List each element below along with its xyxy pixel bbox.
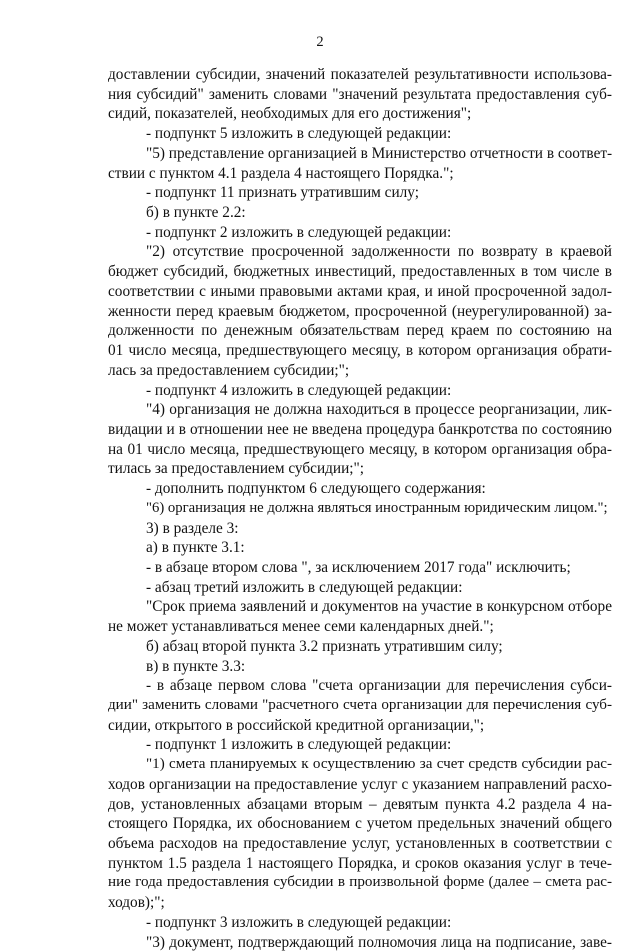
text-line: ние года предоставления субсидии в произвольной форме (далее – смета рас- [108,874,612,891]
text-line: соответствии с иными правовыми актами края, и иной просроченной задол- [108,282,612,300]
text-line: - подпункт 5 изложить в следующей редакции: [146,125,452,143]
text-line: - в абзаце втором слова ", за исключением 2017 года" исключить; [146,558,571,576]
text-line: - подпункт 2 изложить в следующей редакции: [146,223,452,241]
text-line: ходов);"; [108,894,165,912]
text-line: ходов организации на предоставление услуг с указанием направлений расхо- [108,775,612,793]
text-line: в) в пункте 3.3: [146,657,246,675]
text-line: ния субсидий" заменить словами "значений результата предоставления суб- [108,85,612,103]
text-line: долженности по денежным обязательствам перед краем по состоянию на [108,322,612,340]
text-line: "Срок приема заявлений и документов на участие в конкурсном отборе [146,598,612,616]
text-line: - подпункт 3 изложить в следующей редакции: [146,913,452,931]
text-line: ствии с пунктом 4.1 раздела 4 настоящего Порядка."; [108,164,454,182]
text-line: объема расходов на предоставление услуг, установленных в соответствии с [108,835,612,853]
text-line: "5) представление организацией в Министерство отчетности в соответ- [146,144,613,162]
text-line: стоящего Порядка, их обоснованием с учетом предельных значений общего [108,815,612,833]
text-line: а) в пункте 3.1: [146,539,245,557]
text-line: б) абзац второй пункта 3.2 признать утратившим силу; [146,637,503,655]
text-line: - в абзаце первом слова "счета организации для перечисления субси- [146,677,612,695]
text-line: - подпункт 4 изложить в следующей редакции: [146,381,452,399]
text-line: тилась за предоставлением субсидии;"; [108,460,365,478]
text-line: не может устанавливаться менее семи календарных дней."; [108,618,494,636]
text-line: сидии, открытого в российской кредитной организации,"; [108,716,485,734]
text-line: 01 число месяца, предшествующего месяцу, в котором организация обрати- [108,342,612,360]
document-body [108,65,612,952]
text-line: - абзац третий изложить в следующей редакции: [146,578,463,596]
text-line: "1) смета планируемых к осуществлению за счет средств субсидии рас- [146,756,612,773]
text-line: лась за предоставлением субсидии;"; [108,361,350,379]
text-line: доставлении субсидии, значений показателей результативности использова- [108,66,612,83]
text-line: "3) документ, подтверждающий полномочия лица на подписание, заве- [146,933,612,951]
text-line: дов, установленных абзацами вторым – девятым пункта 4.2 раздела 4 на- [108,795,612,813]
text-line: дии" заменить словами "расчетного счета организации для перечисления суб- [108,697,612,713]
text-line: "2) отсутствие просроченной задолженности по возврату в краевой [146,243,612,261]
text-line: "6) организация не должна являться иностранным юридическим лицом."; [146,499,608,516]
text-line: пунктом 1.5 раздела 1 настоящего Порядка, и сроков оказания услуг в тече- [108,854,612,872]
text-line: "4) организация не должна находиться в процессе реорганизации, лик- [146,401,612,419]
text-line: 3) в разделе 3: [146,519,239,537]
text-line: женности перед краевым бюджетом, просроченной (неурегулированной) за- [108,302,612,320]
text-line: видации и в отношении нее не введена процедура банкротства по состоянию [108,420,612,438]
page-number: 2 [316,34,324,50]
text-line: - дополнить подпунктом 6 следующего содержания: [146,480,486,498]
text-line: - подпункт 11 признать утратившим силу; [146,184,419,202]
text-line: - подпункт 1 изложить в следующей редакции: [146,736,452,754]
text-line: на 01 число месяца, предшествующего месяцу, в котором организация обра- [108,440,612,458]
text-line: бюджет субсидий, бюджетных инвестиций, предоставленных в том числе в [108,263,612,281]
text-line: сидий, показателей, необходимых для его достижения"; [108,105,472,123]
text-line: б) в пункте 2.2: [146,204,246,222]
